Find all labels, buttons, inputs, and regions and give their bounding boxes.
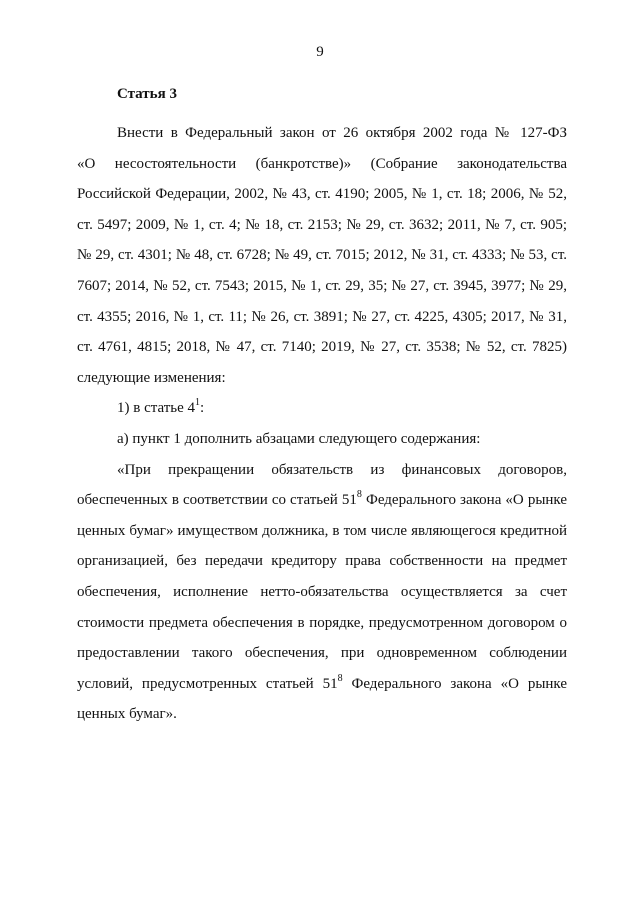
article-heading: Статья 3 [117,86,177,102]
item-a-paragraph: а) пункт 1 дополнить абзацами следующего содержания: [117,430,481,447]
quote-superscript-1: 8 [356,489,362,501]
item-1-paragraph [77,393,567,424]
intro-line-2: «О несостоятельности (банкротстве)» (Собрание законодательства [77,155,567,172]
document-body [77,118,567,730]
page-number: 9 [316,44,324,60]
intro-citations-paragraph: Российской Федерации, 2002, № 43, ст. 4190; 2005, № 1, ст. 18; 2006, № 52, ст. 5497; 2009, № 1, ст. 4; № 18, ст. 2153; № 29, ст. 3632; 2011, № 7, ст. 905; № 29, ст. 4301; № 48, ст. 6728; № 49, ст. 7015; 2012, № 31, ст. 4333; № 53, ст. 7607; 2014, № 52, ст. 7543; 2015, № 1, ст. 29, 35; № 27, ст. 3945, 3977; № 29, ст. 4355; 2016, № 1, ст. 11; № 26, ст. 3891; № 27, ст. 4225, 4305; 2017, № 31, ст. 4761, 4815; 2018, № 47, ст. 7140; 2019, № 27, ст. 3538; № 52, ст. 7825) следующие изменения: [77,186,567,386]
quoted-paragraph [77,455,567,730]
item-1-superscript: 1 [195,397,201,409]
intro-line-1: Внести в Федеральный закон от 26 октября 2002 года № 127-ФЗ [117,125,567,141]
item-1-suffix: : [200,400,205,417]
item-1-text: 1) в статье 4 [117,400,196,417]
quote-text-part-3: Федерального закона «О рынке ценных бумаг». [77,675,567,723]
quote-superscript-2: 8 [337,672,343,684]
quote-text-part-2: Федерального закона «О рынке ценных бумаг» имуществом должника, в том числе являющегося кредитной организацией, без передачи кредитору права собственности на предмет обеспечения, исполнение нетто-обязательства осуществляется за счет стоимости предмета обеспечения в порядке, предусмотренном договором о предоставлении такого обеспечения, при одновременном соблюдении условий, предусмотренных статьей 51 [77,492,568,692]
quote-text-part-1: «При прекращении обязательств из финансовых договоров, обеспеченных в соответствии со статьей 51 [77,461,567,509]
